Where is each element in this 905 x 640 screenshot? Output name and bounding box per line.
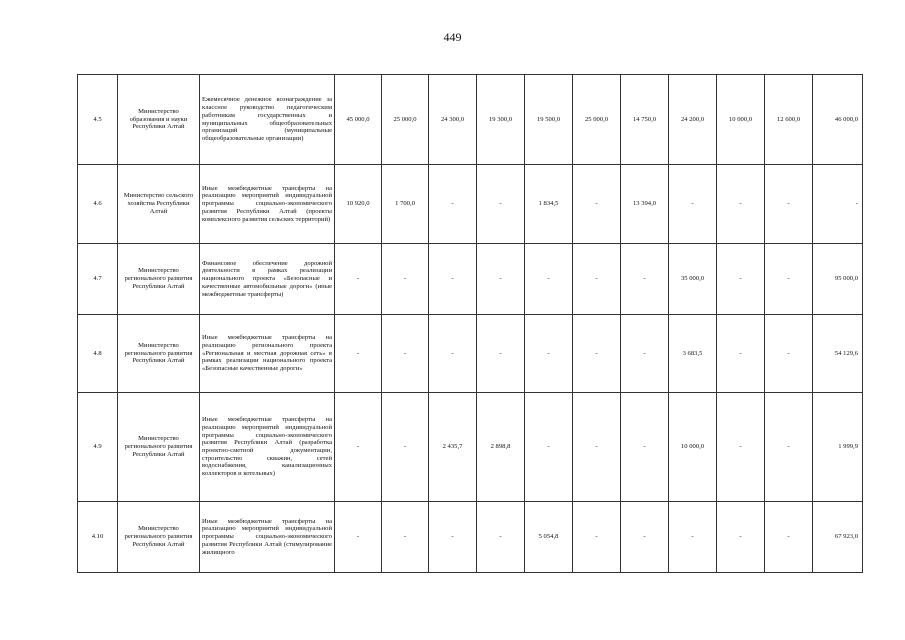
value-cell: - [573,502,621,573]
value-cell: - [335,244,382,315]
description-cell: Иные межбюджетные трансферты на реализацию регионального проекта «Региональная и местная дорожная сеть» в рамках реализации национального проекта «Безопасные качественные дороги» [200,315,335,393]
value-cell: 24 200,0 [669,75,717,165]
value-cell: - [573,165,621,244]
description-cell: Иные межбюджетные трансферты на реализацию мероприятий индивидуальной программы социально-экономического развития Республики Алтай (стимулирование жилищного [200,502,335,573]
value-cell: - [382,315,429,393]
value-cell: - [717,502,765,573]
ministry-cell: Министерство регионального развития Республики Алтай [118,315,200,393]
value-cell: - [429,244,477,315]
value-cell: - [621,244,669,315]
value-cell: - [573,393,621,502]
value-cell: - [813,165,863,244]
value-cell: - [335,502,382,573]
value-cell: - [669,502,717,573]
description-cell: Иные межбюджетные трансферты на реализацию мероприятий индивидуальной программы социально-экономического развития Республики Алтай (проекты комплексного развития сельских территорий) [200,165,335,244]
value-cell: - [765,244,813,315]
value-cell: - [335,393,382,502]
value-cell: 24 300,0 [429,75,477,165]
value-cell: - [717,165,765,244]
value-cell: - [669,165,717,244]
ministry-cell: Министерство регионального развития Республики Алтай [118,502,200,573]
value-cell: - [765,165,813,244]
table-row [78,75,863,165]
value-cell: 1 700,0 [382,165,429,244]
value-cell: - [429,315,477,393]
value-cell: - [525,244,573,315]
table-row [78,244,863,315]
ministry-cell: Министерство регионального развития Республики Алтай [118,244,200,315]
table-body [78,75,863,573]
value-cell: - [765,393,813,502]
value-cell: 2 435,7 [429,393,477,502]
value-cell: - [382,244,429,315]
table-row [78,315,863,393]
value-cell: 54 129,6 [813,315,863,393]
value-cell: 2 898,8 [477,393,525,502]
row-number: 4.5 [78,75,118,165]
value-cell: - [382,393,429,502]
table-row [78,393,863,502]
value-cell: 19 300,0 [477,75,525,165]
value-cell: - [429,502,477,573]
value-cell: 95 000,0 [813,244,863,315]
value-cell: - [477,244,525,315]
value-cell: - [335,315,382,393]
value-cell: - [573,315,621,393]
ministry-cell: Министерство регионального развития Республики Алтай [118,393,200,502]
value-cell: 1 999,9 [813,393,863,502]
row-number: 4.6 [78,165,118,244]
value-cell: - [765,502,813,573]
ministry-cell: Министерство образования и науки Республики Алтай [118,75,200,165]
value-cell: 10 000,0 [717,75,765,165]
value-cell: 19 500,0 [525,75,573,165]
value-cell: - [573,244,621,315]
value-cell: - [525,315,573,393]
value-cell: 25 000,0 [382,75,429,165]
budget-table [77,74,863,573]
value-cell: 35 000,0 [669,244,717,315]
value-cell: - [621,502,669,573]
table-row [78,502,863,573]
row-number: 4.9 [78,393,118,502]
value-cell: - [382,502,429,573]
value-cell: - [717,315,765,393]
value-cell: 5 054,8 [525,502,573,573]
value-cell: 3 683,5 [669,315,717,393]
value-cell: - [717,244,765,315]
value-cell: - [525,393,573,502]
value-cell: 45 000,0 [335,75,382,165]
value-cell: - [765,315,813,393]
value-cell: - [477,502,525,573]
description-cell: Ежемесячное денежное вознаграждение за классное руководство педагогическим работникам государственных и муниципальных общеобразовательных организаций (муниципальные общеобразовательные организации) [200,75,335,165]
value-cell: - [621,393,669,502]
row-number: 4.8 [78,315,118,393]
value-cell: - [477,315,525,393]
value-cell: - [717,393,765,502]
ministry-cell: Министерство сельского хозяйства Республики Алтай [118,165,200,244]
row-number: 4.10 [78,502,118,573]
value-cell: 14 750,0 [621,75,669,165]
value-cell: 67 923,0 [813,502,863,573]
value-cell: - [477,165,525,244]
value-cell: - [621,315,669,393]
table-row [78,165,863,244]
row-number: 4.7 [78,244,118,315]
value-cell: 25 000,0 [573,75,621,165]
value-cell: 13 394,0 [621,165,669,244]
description-cell: Финансовое обеспечение дорожной деятельности в рамках реализации национального проекта «Безопасные и качественные автомобильные дороги» (иные межбюджетные трансферты) [200,244,335,315]
page-number: 449 [443,30,462,44]
value-cell: 12 600,0 [765,75,813,165]
description-cell: Иные межбюджетные трансферты на реализацию мероприятий индивидуальной программы социально-экономического развития Республики Алтай (разработка проектно-сметной документации, строительство скважин, сетей водоснабжения, канализационных коллекторов и котельных) [200,393,335,502]
value-cell: 1 834,5 [525,165,573,244]
value-cell: 10 920,0 [335,165,382,244]
value-cell: 46 000,0 [813,75,863,165]
value-cell: 10 000,0 [669,393,717,502]
value-cell: - [429,165,477,244]
